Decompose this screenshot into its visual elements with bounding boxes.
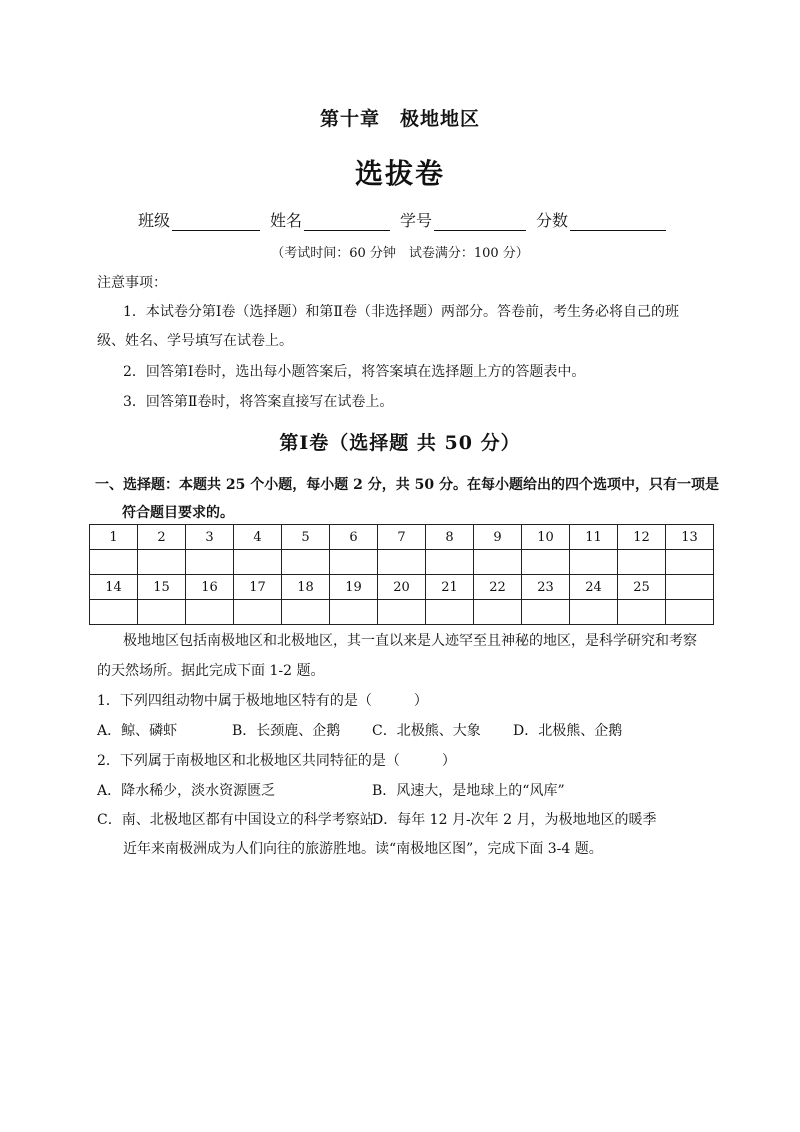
answer-cell[interactable] xyxy=(330,550,378,575)
answer-cell[interactable] xyxy=(282,550,330,575)
answer-number-cell: 1 xyxy=(90,525,138,550)
exam-title: 选拔卷 xyxy=(354,157,445,190)
answer-number-cell: 21 xyxy=(426,575,474,600)
answer-number-cell: 20 xyxy=(378,575,426,600)
answer-blank-row-1 xyxy=(90,550,714,575)
answer-number-cell: 19 xyxy=(330,575,378,600)
answer-number-row-2 xyxy=(90,575,714,600)
answer-number-cell: 25 xyxy=(618,575,666,600)
note-1-line-1: 1．本试卷分第Ⅰ卷（选择题）和第Ⅱ卷（非选择题）两部分。答卷前，考生务必将自己的班 xyxy=(123,304,679,320)
note-2: 2．回答第Ⅰ卷时，选出每小题答案后，将答案填在选择题上方的答题表中。 xyxy=(123,364,586,380)
exam-timing: （考试时间：60 分钟 试卷满分：100 分） xyxy=(271,246,529,261)
answer-number-cell: 16 xyxy=(186,575,234,600)
answer-number-cell: 9 xyxy=(474,525,522,550)
answer-number-cell: 6 xyxy=(330,525,378,550)
answer-cell[interactable] xyxy=(618,600,666,625)
question-1-option-c: C．北极熊、大象 xyxy=(372,723,481,739)
answer-number-cell: 3 xyxy=(186,525,234,550)
question-1-option-b: B．长颈鹿、企鹅 xyxy=(232,723,341,739)
score-blank xyxy=(570,213,666,231)
name-blank xyxy=(304,213,390,231)
answer-blank-row-2 xyxy=(90,600,714,625)
answer-number-row-1 xyxy=(90,525,714,550)
class-field xyxy=(138,208,260,231)
score-label: 分数 xyxy=(536,211,569,230)
answer-number-cell: 17 xyxy=(234,575,282,600)
answer-number-cell: 11 xyxy=(570,525,618,550)
answer-number-cell: 12 xyxy=(618,525,666,550)
answer-number-cell: 22 xyxy=(474,575,522,600)
answer-cell[interactable] xyxy=(90,550,138,575)
note-3: 3．回答第Ⅱ卷时，将答案直接写在试卷上。 xyxy=(123,394,394,410)
answer-table xyxy=(89,524,714,625)
section-1-heading-line-2: 符合题目要求的。 xyxy=(122,505,234,521)
answer-number-cell: 8 xyxy=(426,525,474,550)
question-2-option-c: C．南、北极地区都有中国设立的科学考察站 xyxy=(97,812,374,828)
answer-cell[interactable] xyxy=(570,600,618,625)
answer-number-cell: 24 xyxy=(570,575,618,600)
score-field xyxy=(536,208,666,231)
answer-cell[interactable] xyxy=(234,550,282,575)
passage-2: 近年来南极洲成为人们向往的旅游胜地。读“南极地区图”，完成下面 3-4 题。 xyxy=(123,841,603,857)
student-id-label: 学号 xyxy=(400,211,433,230)
answer-number-cell: 14 xyxy=(90,575,138,600)
answer-number-cell: 2 xyxy=(138,525,186,550)
answer-cell[interactable] xyxy=(186,550,234,575)
passage-1-line-1: 极地地区包括南极地区和北极地区，其一直以来是人迹罕至且神秘的地区，是科学研究和考察 xyxy=(123,633,697,649)
question-1-stem: 1．下列四组动物中属于极地地区特有的是（ ） xyxy=(97,693,428,709)
note-1-line-2: 级、姓名、学号填写在试卷上。 xyxy=(97,333,293,349)
answer-cell[interactable] xyxy=(666,600,714,625)
answer-cell[interactable] xyxy=(186,600,234,625)
answer-number-cell: 4 xyxy=(234,525,282,550)
student-id-blank xyxy=(434,213,526,231)
answer-cell[interactable] xyxy=(138,600,186,625)
answer-cell[interactable] xyxy=(282,600,330,625)
answer-number-cell: 23 xyxy=(522,575,570,600)
question-1-option-a: A．鲸、磷虾 xyxy=(97,723,178,739)
question-2-option-b: B．风速大，是地球上的“风库” xyxy=(372,783,565,799)
student-id-field xyxy=(400,208,526,231)
answer-cell[interactable] xyxy=(666,550,714,575)
chapter-title: 第十章 极地地区 xyxy=(319,108,480,130)
answer-cell[interactable] xyxy=(474,600,522,625)
answer-cell[interactable] xyxy=(474,550,522,575)
passage-1-line-2: 的天然场所。据此完成下面 1-2 题。 xyxy=(97,663,325,679)
question-2-option-d: D．每年 12 月-次年 2 月，为极地地区的暖季 xyxy=(372,812,657,828)
answer-cell[interactable] xyxy=(378,600,426,625)
answer-cell[interactable] xyxy=(522,550,570,575)
answer-number-cell: 15 xyxy=(138,575,186,600)
question-1-option-d: D．北极熊、企鹅 xyxy=(513,723,623,739)
name-label: 姓名 xyxy=(270,211,303,230)
answer-cell[interactable] xyxy=(378,550,426,575)
question-2-option-a: A．降水稀少，淡水资源匮乏 xyxy=(97,783,276,799)
answer-cell[interactable] xyxy=(522,600,570,625)
answer-cell[interactable] xyxy=(570,550,618,575)
answer-cell[interactable] xyxy=(234,600,282,625)
answer-number-cell: 5 xyxy=(282,525,330,550)
answer-number-cell: 7 xyxy=(378,525,426,550)
answer-cell[interactable] xyxy=(426,600,474,625)
answer-cell[interactable] xyxy=(90,600,138,625)
answer-number-cell: 10 xyxy=(522,525,570,550)
notes-heading: 注意事项： xyxy=(97,275,167,291)
answer-cell[interactable] xyxy=(330,600,378,625)
name-field xyxy=(270,208,390,231)
answer-cell[interactable] xyxy=(618,550,666,575)
class-label: 班级 xyxy=(138,211,171,230)
section-1-heading-line-1: 一、选择题：本题共 25 个小题，每小题 2 分，共 50 分。在每小题给出的四个选项中，只有一项是 xyxy=(95,477,719,493)
question-2-stem: 2．下列属于南极地区和北极地区共同特征的是（ ） xyxy=(97,753,456,769)
answer-cell[interactable] xyxy=(426,550,474,575)
student-info-row xyxy=(138,208,676,231)
answer-number-cell xyxy=(666,575,714,600)
answer-cell[interactable] xyxy=(138,550,186,575)
answer-number-cell: 18 xyxy=(282,575,330,600)
answer-number-cell: 13 xyxy=(666,525,714,550)
part-1-title: 第Ⅰ卷（选择题 共 50 分） xyxy=(279,432,521,454)
class-blank xyxy=(172,213,260,231)
